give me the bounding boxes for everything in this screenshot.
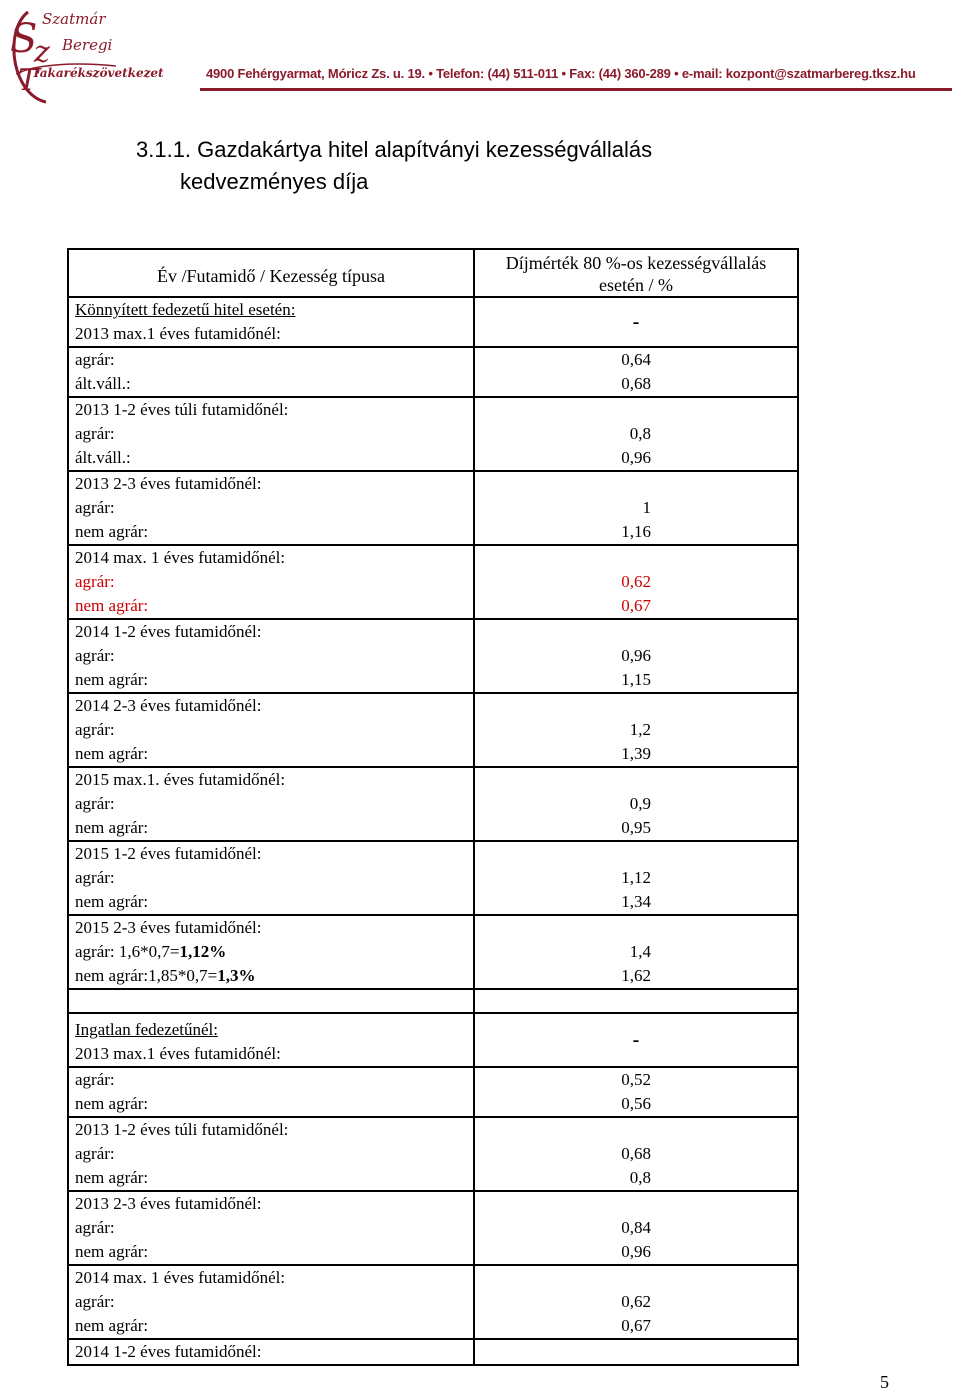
- table-row-empty: [68, 989, 798, 1013]
- table-row: [68, 767, 798, 841]
- table-row: [68, 915, 798, 989]
- row-label: nem agrár:: [75, 892, 149, 911]
- table-row: [68, 619, 798, 693]
- header-right-line-1: Díjmérték 80 %-os kezességvállalás: [505, 253, 767, 273]
- table-row: [68, 545, 798, 619]
- row-label: nem agrár:: [75, 670, 149, 689]
- row-value: 0,68: [621, 1144, 651, 1163]
- section2-title: Ingatlan fedezetűnél:: [75, 1020, 219, 1039]
- section1-dash: -: [632, 310, 640, 333]
- formula-result: 1,12%: [179, 942, 227, 961]
- fee-table: [67, 248, 799, 1366]
- row-value: 1,16: [621, 522, 651, 541]
- row-label: agrár:: [75, 720, 115, 739]
- bank-logo: [6, 4, 206, 104]
- row-value: 0,84: [621, 1218, 651, 1237]
- row-value: 0,9: [629, 794, 651, 813]
- row-label: 2014 max. 1 éves futamidőnél:: [75, 548, 286, 567]
- row-value: 1: [642, 498, 651, 517]
- svg-text:S: S: [10, 16, 38, 62]
- row-label: 2014 1-2 éves futamidőnél:: [75, 1342, 262, 1361]
- section1-title-cell: [68, 297, 474, 347]
- table-row-value: [474, 1191, 798, 1265]
- table-row-label: [68, 545, 474, 619]
- table-row: [68, 347, 798, 397]
- row-value: 1,4: [629, 942, 651, 961]
- section2-header-row: [68, 1013, 798, 1067]
- table-row-label: [68, 347, 474, 397]
- table-row-label: [68, 767, 474, 841]
- header-left: Év /Futamidő / Kezesség típusa: [68, 249, 474, 297]
- row-value: 0,96: [621, 448, 651, 467]
- row-value: 1,62: [621, 966, 651, 985]
- table-row-label: [68, 693, 474, 767]
- row-label: 2013 2-3 éves futamidőnél:: [75, 474, 262, 493]
- table-row: [68, 397, 798, 471]
- table-row-value: [474, 767, 798, 841]
- row-label: 2015 2-3 éves futamidőnél:: [75, 918, 262, 937]
- section2-dash: -: [632, 1028, 640, 1051]
- contact-line: 4900 Fehérgyarmat, Móricz Zs. u. 19. • Telefon: (44) 511-011 • Fax: (44) 360-289 • e-mail: kozpont@szatmarbereg.tksz.hu: [206, 66, 916, 81]
- table-row-label: [68, 1117, 474, 1191]
- table-row-label: [68, 471, 474, 545]
- table-header-row: [68, 249, 798, 297]
- table-row: [68, 1339, 798, 1365]
- row-value: 0,56: [621, 1094, 651, 1113]
- svg-text:z: z: [34, 35, 50, 70]
- row-label: agrár:: [75, 1292, 115, 1311]
- logo-text-beregi: Beregi: [62, 36, 113, 54]
- table-row-value: [474, 471, 798, 545]
- row-value: 0,64: [621, 350, 651, 369]
- row-label: agrár:: [75, 572, 115, 591]
- section-heading: [136, 134, 652, 198]
- row-label: [75, 942, 226, 961]
- table-row-value: [474, 841, 798, 915]
- table-row: [68, 471, 798, 545]
- section1-dash-cell: [474, 297, 798, 347]
- row-label: agrár:: [75, 350, 115, 369]
- table-row-value: [474, 1339, 798, 1365]
- table-row: [68, 693, 798, 767]
- row-value: 1,39: [621, 744, 651, 763]
- header-right-line-2: esetén / %: [599, 275, 673, 295]
- table-row: [68, 1191, 798, 1265]
- row-label: agrár:: [75, 424, 115, 443]
- row-label: nem agrár:: [75, 596, 149, 615]
- row-value: 0,95: [621, 818, 651, 837]
- row-label: 2013 1-2 éves túli futamidőnél:: [75, 400, 289, 419]
- table-row-value: [474, 347, 798, 397]
- row-label: agrár:: [75, 646, 115, 665]
- row-value: 1,2: [629, 720, 651, 739]
- row-label: agrár:: [75, 1070, 115, 1089]
- svg-text:T: T: [18, 63, 39, 98]
- formula-text: agrár: 1,6*0,7=: [75, 942, 180, 961]
- row-label: nem agrár:: [75, 818, 149, 837]
- row-value: 0,96: [621, 1242, 651, 1261]
- row-value: 0,62: [621, 1292, 651, 1311]
- row-label: 2015 max.1. éves futamidőnél:: [75, 770, 286, 789]
- row-value: 0,8: [629, 424, 651, 443]
- table-row-value: [474, 545, 798, 619]
- row-value: 0,8: [629, 1168, 651, 1187]
- section2-dash-cell: [474, 1013, 798, 1067]
- table-row-value: [474, 915, 798, 989]
- row-value: 0,52: [621, 1070, 651, 1089]
- table-row-label: [68, 1067, 474, 1117]
- row-label: 2014 2-3 éves futamidőnél:: [75, 696, 262, 715]
- row-label: ált.váll.:: [75, 448, 131, 467]
- row-label: agrár:: [75, 498, 115, 517]
- row-value: 1,12: [621, 868, 651, 887]
- row-label: agrár:: [75, 1218, 115, 1237]
- row-value: 0,67: [621, 596, 651, 615]
- table-row: [68, 1117, 798, 1191]
- logo-text-satmar: Szatmár: [42, 10, 106, 28]
- row-label: agrár:: [75, 794, 115, 813]
- row-label: nem agrár:: [75, 1242, 149, 1261]
- letterhead-rule: [200, 88, 952, 91]
- header-right: [474, 249, 798, 297]
- row-label: 2013 1-2 éves túli futamidőnél:: [75, 1120, 289, 1139]
- formula-text: nem agrár:1,85*0,7=: [75, 966, 218, 985]
- row-label: 2013 2-3 éves futamidőnél:: [75, 1194, 262, 1213]
- row-label: agrár:: [75, 868, 115, 887]
- row-label: [75, 966, 256, 985]
- row-value: 0,68: [621, 374, 651, 393]
- table-row-label: 2013 max.1 éves futamidőnél:: [75, 324, 281, 343]
- row-label: nem agrár:: [75, 522, 149, 541]
- row-value: 0,67: [621, 1316, 651, 1335]
- section1-header-row: [68, 297, 798, 347]
- table-row-label: [68, 1339, 474, 1365]
- row-label: nem agrár:: [75, 1168, 149, 1187]
- row-label: ált.váll.:: [75, 374, 131, 393]
- row-label: 2015 1-2 éves futamidőnél:: [75, 844, 262, 863]
- row-value: 1,15: [621, 670, 651, 689]
- table-row-label: [68, 397, 474, 471]
- table-row: [68, 841, 798, 915]
- section2-title-cell: [68, 1013, 474, 1067]
- table-row-label: [68, 841, 474, 915]
- table-row-label: [68, 1191, 474, 1265]
- table-row-value: [474, 397, 798, 471]
- logo-swoosh-icon: [6, 4, 206, 104]
- table-row-label: [68, 915, 474, 989]
- row-label: 2014 max. 1 éves futamidőnél:: [75, 1268, 286, 1287]
- table-row-value: [474, 1117, 798, 1191]
- table-row-label: [68, 1265, 474, 1339]
- table-row-value: [474, 693, 798, 767]
- letterhead: [0, 0, 960, 110]
- table-row-label: [68, 619, 474, 693]
- page-number: 5: [880, 1372, 889, 1392]
- row-label: nem agrár:: [75, 1316, 149, 1335]
- heading-line-2: kedvezményes díja: [180, 169, 369, 194]
- heading-line-1: 3.1.1. Gazdakártya hitel alapítványi kezességvállalás: [136, 137, 653, 162]
- table-row-value: [474, 619, 798, 693]
- row-label: 2013 max.1 éves futamidőnél:: [75, 1044, 281, 1063]
- table-row: [68, 1067, 798, 1117]
- row-value: 0,62: [621, 572, 651, 591]
- row-label: nem agrár:: [75, 744, 149, 763]
- row-label: 2014 1-2 éves futamidőnél:: [75, 622, 262, 641]
- formula-result: 1,3%: [217, 966, 256, 985]
- table-row-value: [474, 1265, 798, 1339]
- table-row: [68, 1265, 798, 1339]
- logo-text-takarek: Takarékszövetkezet: [32, 66, 164, 80]
- section1-title: Könnyített fedezetű hitel esetén:: [75, 300, 296, 319]
- row-value: 1,34: [621, 892, 651, 911]
- row-label: agrár:: [75, 1144, 115, 1163]
- row-value: 0,96: [621, 646, 651, 665]
- table-row-value: [474, 1067, 798, 1117]
- row-label: nem agrár:: [75, 1094, 149, 1113]
